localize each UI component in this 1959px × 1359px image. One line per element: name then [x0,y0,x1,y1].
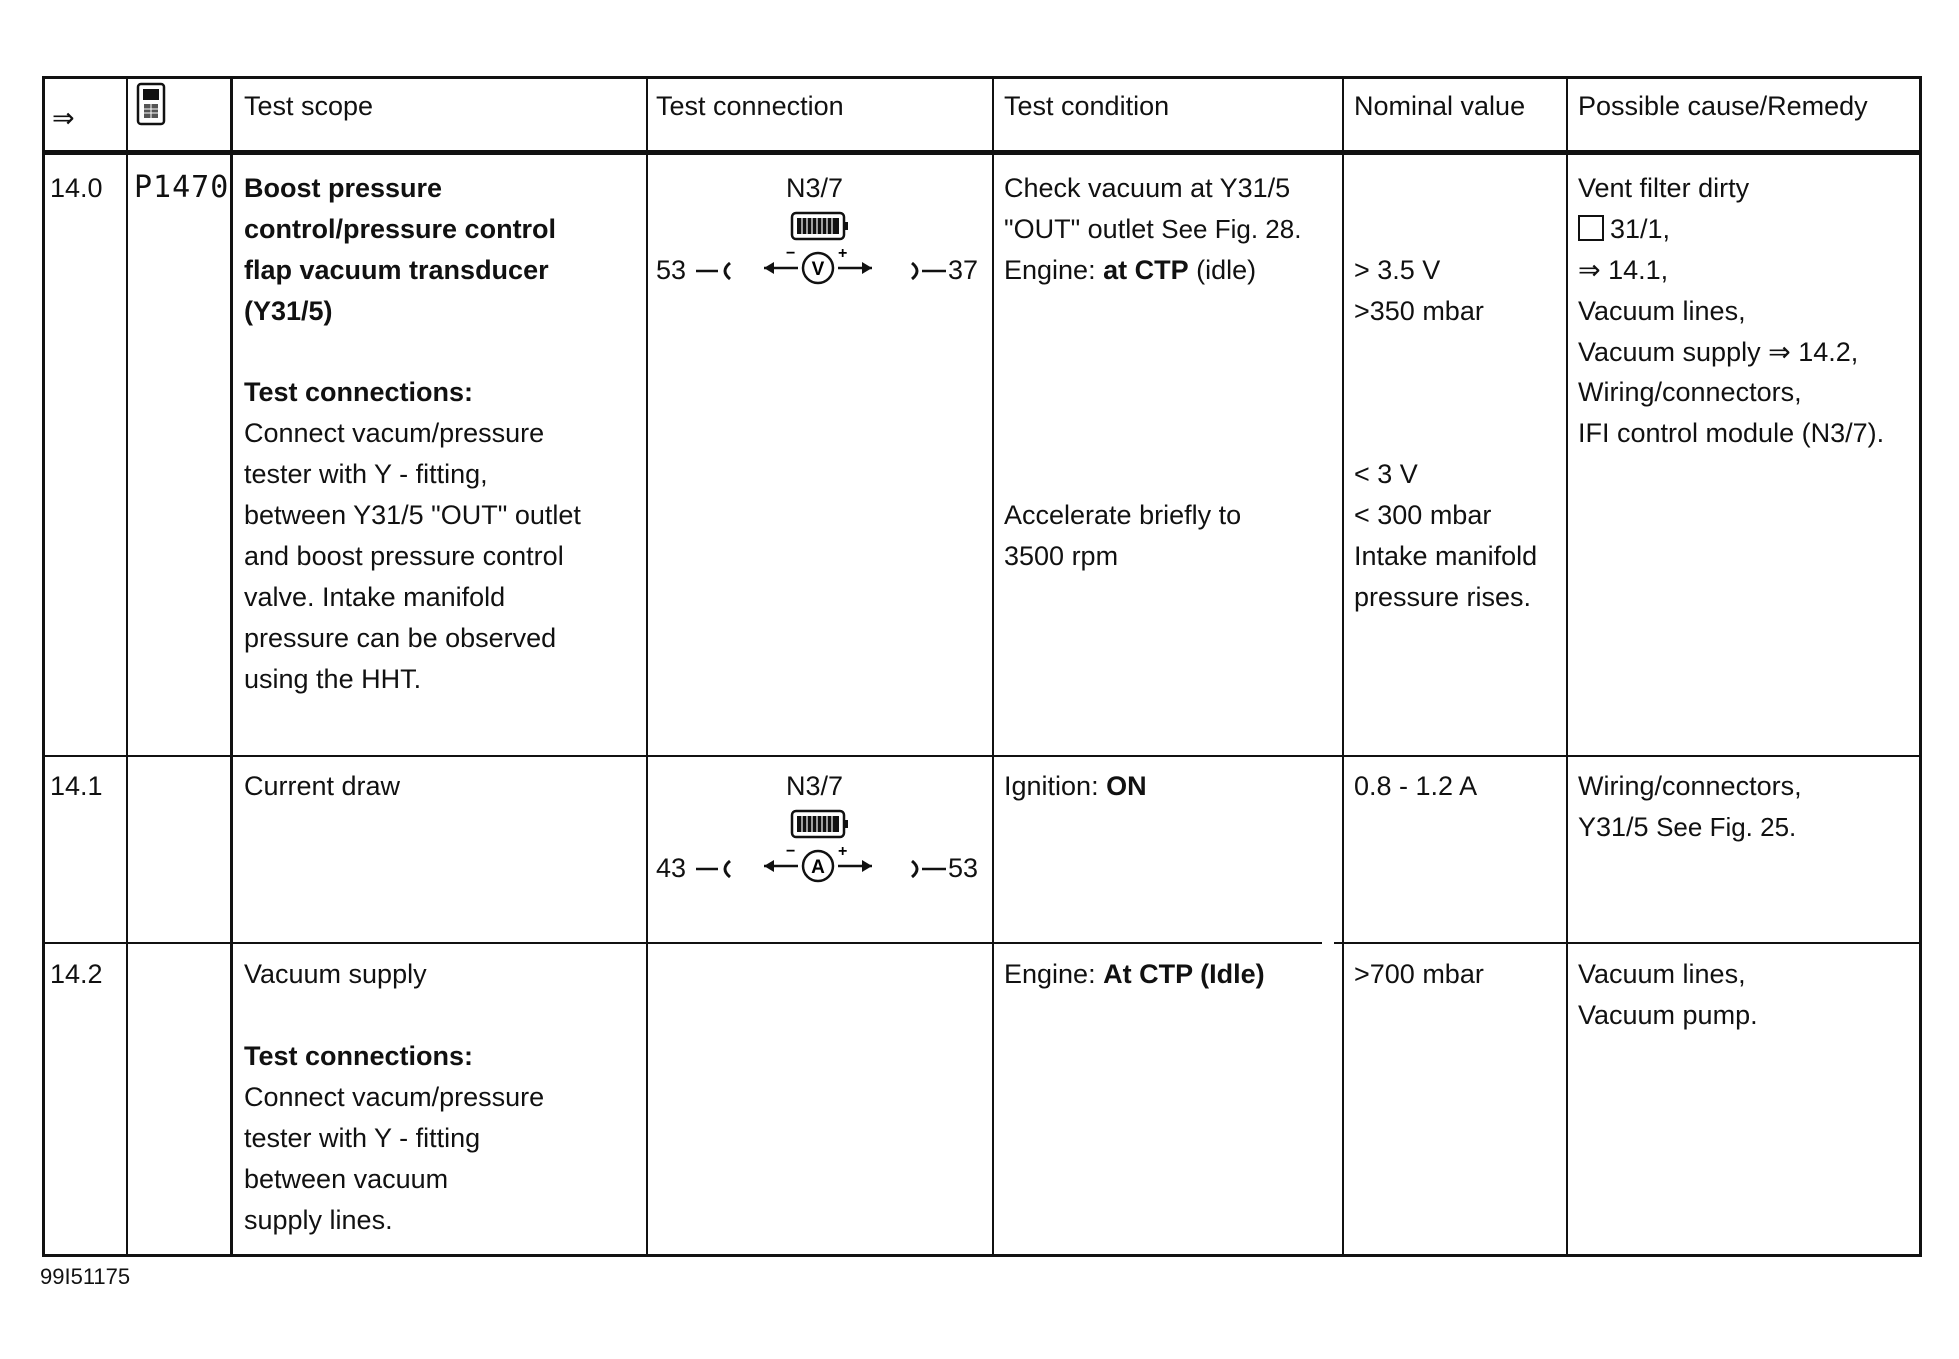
nominal-value: < 3 V [1354,459,1418,489]
scope-text-line: Connect vacum/pressure [244,418,545,448]
connection-pin-right: 53 [948,853,979,883]
control-module-connector-icon [789,210,851,247]
scope-text-line: supply lines. [244,1205,393,1235]
col-divider [1342,76,1344,1256]
scope-title-line: Current draw [244,771,401,801]
ammeter-icon [760,844,878,893]
hht-tester-icon [134,82,170,131]
table-bottom-border [42,1254,1922,1257]
condition-line: "OUT" outlet See Fig. 28. [1004,214,1302,244]
scope-text-line: tester with Y - fitting [244,1123,481,1153]
scope-text-line: and boost pressure control [244,541,564,571]
test-connections-label: Test connections: [244,377,474,407]
cause-line: IFI control module (N3/7). [1578,418,1885,448]
cause-line: Vacuum supply ⇒ 14.2, [1578,337,1859,367]
probe-lead-left-icon [696,260,736,287]
svg-text:+: + [838,844,848,860]
header-test-connection: Test connection [656,91,844,121]
nominal-value: >700 mbar [1354,959,1484,989]
scope-title-line: Vacuum supply [244,959,427,989]
test-connections-label: Test connections: [244,1041,474,1071]
cause-line: Y31/5 See Fig. 25. [1578,812,1797,842]
table-top-border [42,76,1922,79]
scope-text-line: using the HHT. [244,664,422,694]
nominal-value: > 3.5 V [1354,255,1441,285]
col-divider [992,76,994,1256]
connection-module-label: N3/7 [786,771,844,801]
col-divider [230,76,233,1256]
nominal-value: 0.8 - 1.2 A [1354,771,1478,801]
meter-symbol: V [811,259,825,280]
nominal-value: pressure rises. [1354,582,1532,612]
nominal-value: < 300 mbar [1354,500,1492,530]
scope-title-line: (Y31/5) [244,296,333,326]
connection-pin-left: 43 [656,853,687,883]
cause-line: Vacuum lines, [1578,959,1746,989]
reference-box-icon [1578,215,1604,241]
header-test-scope: Test scope [244,91,374,121]
row-divider [1334,942,1922,944]
header-possible-cause: Possible cause/Remedy [1578,91,1868,121]
col-divider [1566,76,1568,1256]
nominal-value: >350 mbar [1354,296,1484,326]
cause-line: ⇒ 14.1, [1578,255,1669,285]
cause-line: Vacuum pump. [1578,1000,1758,1030]
scope-text-line: valve. Intake manifold [244,582,506,612]
condition-engine: Engine: At CTP (Idle) [1004,959,1265,989]
scope-text-line: between Y31/5 "OUT" outlet [244,500,581,530]
document-id: 99I51175 [40,1264,131,1289]
svg-text:−: − [786,246,796,262]
row-divider [42,942,1322,944]
connection-pin-right: 37 [948,255,979,285]
scope-title-line: flap vacuum transducer [244,255,549,285]
cause-line: Wiring/connectors, [1578,377,1802,407]
col-divider [126,76,128,1256]
probe-lead-left-icon [696,858,736,885]
table-right-border [1919,76,1922,1256]
meter-symbol: A [811,857,825,878]
connection-pin-left: 53 [656,255,687,285]
cause-line: Vacuum lines, [1578,296,1746,326]
header-divider [42,150,1922,155]
voltmeter-icon [760,246,878,295]
scope-title-line: Boost pressure [244,173,443,203]
fault-code: P1470 [134,170,230,205]
condition-line: Check vacuum at Y31/5 [1004,173,1291,203]
condition-line: Accelerate briefly to [1004,500,1242,530]
scope-text-line: pressure can be observed [244,623,557,653]
scope-text-line: between vacuum [244,1164,449,1194]
probe-lead-right-icon [906,260,946,287]
diagnostic-table [42,76,1922,1256]
control-module-connector-icon [789,808,851,845]
condition-line: 3500 rpm [1004,541,1119,571]
header-test-condition: Test condition [1004,91,1170,121]
cause-line: Wiring/connectors, [1578,771,1802,801]
condition-engine: Engine: at CTP (idle) [1004,255,1257,285]
header-arrow: ⇒ [52,103,75,133]
cause-line: 31/1, [1578,209,1670,250]
scope-text-line: Connect vacum/pressure [244,1082,545,1112]
probe-lead-right-icon [906,858,946,885]
step-number: 14.2 [50,959,103,989]
connection-module-label: N3/7 [786,173,844,203]
scope-title-line: control/pressure control [244,214,557,244]
nominal-value: Intake manifold [1354,541,1538,571]
col-divider [42,76,45,1256]
svg-text:+: + [838,246,848,262]
cause-line: Vent filter dirty [1578,173,1750,203]
svg-text:−: − [786,844,796,860]
col-divider [646,76,648,1256]
scope-text-line: tester with Y - fitting, [244,459,488,489]
step-number: 14.0 [50,173,103,203]
row-divider [42,755,1922,757]
condition-ignition: Ignition: ON [1004,771,1147,801]
header-nominal-value: Nominal value [1354,91,1526,121]
step-number: 14.1 [50,771,103,801]
